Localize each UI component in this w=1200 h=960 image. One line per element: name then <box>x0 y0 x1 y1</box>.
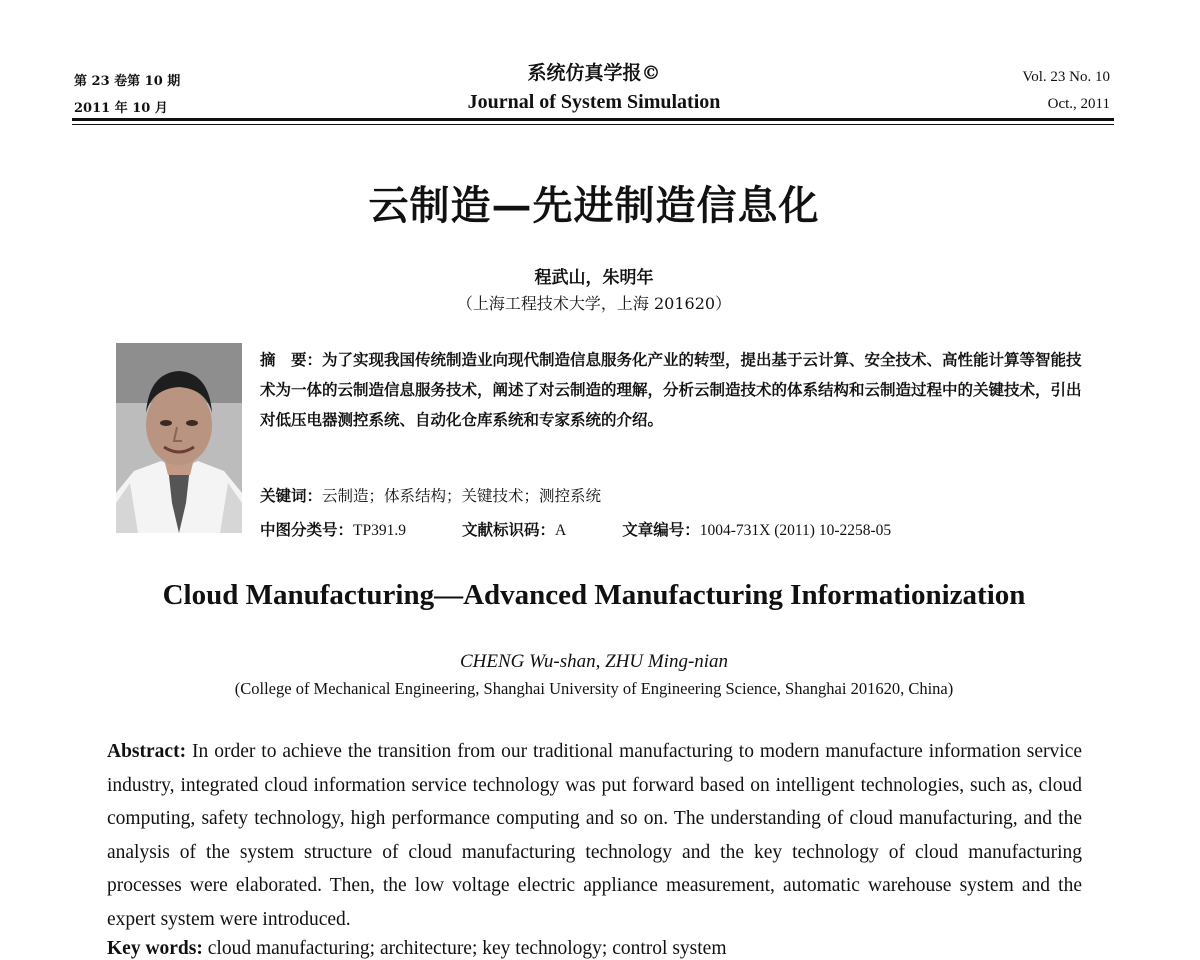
authors-en: CHENG Wu-shan, ZHU Ming-nian <box>459 651 729 672</box>
journal-name-cn: 系统仿真学报© <box>527 62 661 84</box>
authors-cn: 程武山，朱明年 <box>534 268 654 288</box>
affiliation-cn: （上海工程技术大学，上海 201620） <box>456 294 732 313</box>
abstract-cn: 摘 要：为了实现我国传统制造业向现代制造信息服务化产业的转型，提出基于云计算、安全技术、高性能计算等智能技术为一体的云制造信息服务技术，阐述了对云制造的理解，分析云制造技术的体系结构和云制造过程中的关键技术，引出对低压电器测控系统、自动化仓库系统和专家系统的介绍。 <box>260 350 1082 429</box>
paper-title-cn: 云制造—先进制造信息化 <box>368 182 820 229</box>
keywords-cn-text: 云制造；体系结构；关键技术；测控系统 <box>322 487 602 505</box>
classification-line <box>260 518 891 540</box>
keywords-en-label: Key words: <box>107 938 203 959</box>
header-rule-thick <box>72 118 1114 121</box>
abstract-cn-text: 为了实现我国传统制造业向现代制造信息服务化产业的转型，提出基于云计算、安全技术、高性能计算等智能技术为一体的云制造信息服务技术，阐述了对云制造的理解，分析云制造技术的体系结构和云制造过程中的关键技术，引出对低压电器测控系统、自动化仓库系统和专家系统的介绍。 <box>260 350 1082 429</box>
paper-title-en: Cloud Manufacturing—Advanced Manufacturing Informationization <box>162 579 1026 611</box>
author-photo <box>116 343 242 533</box>
doc-code-label: 文献标识码： <box>461 520 555 539</box>
keywords-en-text: cloud manufacturing; architecture; key technology; control system <box>207 938 727 959</box>
abstract-cn-label: 摘 要 <box>260 351 307 369</box>
abstract-en-label: Abstract: <box>107 741 187 762</box>
clc-value: TP391.9 <box>353 522 406 539</box>
article-number-value: 1004-731X (2011) 10-2258-05 <box>699 522 892 539</box>
abstract-en-text: In order to achieve the transition from our traditional manufacturing to modern manufacture information service industry, integrated cloud information service technology was put forward based on intelligent technologies, such as, cloud computing, safety technology, high performance computing and so on. The understanding of cloud manufacturing, and the analysis of the system structure of cloud manufacturing technology and the key technology of cloud manufacturing processes were elaborated. Then, the low voltage electric appliance measurement, automatic warehouse system and the expert system were introduced. <box>107 741 1083 930</box>
volume-issue-en: Vol. 23 No. 10 <box>1022 69 1110 85</box>
doc-code-value: A <box>555 522 567 539</box>
header-rule-thin <box>72 124 1114 125</box>
clc-label: 中图分类号： <box>260 520 354 539</box>
volume-issue-cn: 第 23 卷第 10 期 <box>74 74 181 89</box>
keywords-cn: 关键词：云制造；体系结构；关键技术；测控系统 <box>260 486 602 505</box>
keywords-en <box>107 938 727 960</box>
abstract-en <box>107 735 1082 937</box>
affiliation-en: (College of Mechanical Engineering, Shanghai University of Engineering Science, Shanghai 201620, China) <box>234 679 954 698</box>
keywords-cn-label: 关键词 <box>260 487 307 505</box>
journal-name-en: Journal of System Simulation <box>467 91 721 113</box>
date-cn: 2011 年 10 月 <box>74 101 168 116</box>
article-number-label: 文章编号： <box>622 520 700 539</box>
date-en: Oct., 2011 <box>1047 96 1110 112</box>
